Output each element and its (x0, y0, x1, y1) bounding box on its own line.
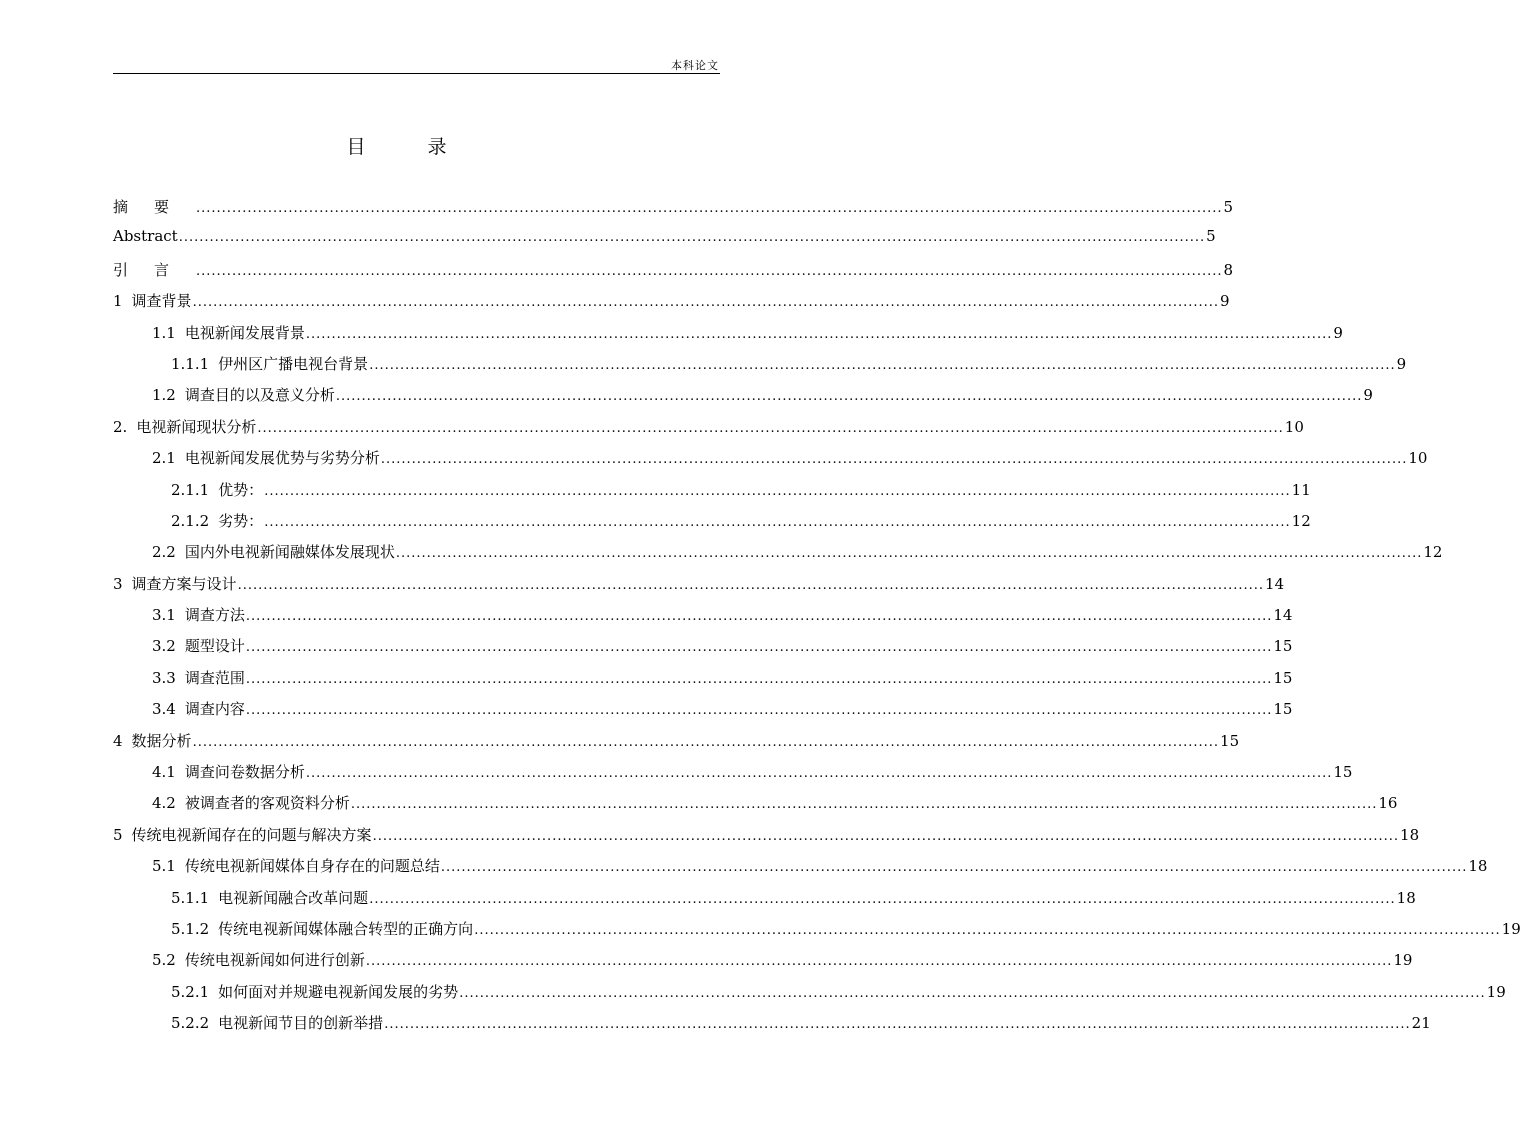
toc-entry-page: 21 (1411, 1014, 1431, 1033)
toc-leader-dots: ........................................................................................................................................................................................................ (380, 452, 1408, 468)
toc-entry[interactable] (113, 761, 1353, 792)
toc-entry-number: 5 (113, 825, 123, 844)
toc-leader-dots: ........................................................................................................................................................................................................ (474, 922, 1501, 938)
toc-entry-label: Abstract (113, 227, 178, 246)
toc-entry-label: 摘要 (113, 198, 196, 216)
toc-entry-number: 5.2.2 (171, 1014, 210, 1033)
toc-leader-dots: ........................................................................................................................................................................................................ (384, 1017, 1411, 1033)
toc-entry-number: 5.1.2 (171, 919, 210, 938)
toc-entry-label: 被调查者的客观资料分析 (184, 794, 350, 813)
toc-entry-number: 5.1 (152, 857, 176, 876)
toc-entry-page: 14 (1265, 574, 1285, 593)
toc-entry-number: 4 (113, 731, 123, 750)
toc-entry-number: 3.2 (152, 637, 176, 656)
toc-entry-number: 5.2.1 (171, 982, 210, 1001)
toc-entry-number: 1 (113, 292, 123, 311)
toc-entry[interactable] (113, 949, 1413, 980)
toc-entry-number: 2.1.2 (171, 511, 210, 530)
toc-entry-number: 3.4 (152, 700, 176, 719)
toc-entry[interactable] (113, 384, 1373, 415)
toc-entry-page: 10 (1408, 449, 1428, 468)
toc-entry[interactable] (113, 1012, 1431, 1043)
page-title: 目 录 (346, 136, 475, 158)
toc-entry-label: 如何面对并规避电视新闻发展的劣势 (218, 982, 459, 1001)
toc-entry-number: 1.2 (152, 386, 176, 405)
toc-entry[interactable] (113, 792, 1398, 823)
toc-leader-dots: ........................................................................................................................................................................................................ (196, 201, 1223, 216)
toc-entry-label: 电视新闻发展优势与劣势分析 (184, 449, 380, 468)
toc-entry-page: 8 (1223, 260, 1234, 279)
toc-entry-label: 传统电视新闻如何进行创新 (184, 951, 365, 970)
toc-leader-dots: ........................................................................................................................................................................................................ (369, 357, 1396, 373)
toc-leader-dots: ........................................................................................................................................................................................................ (196, 263, 1223, 279)
toc-leader-dots: ........................................................................................................................................................................................................ (245, 671, 1273, 687)
toc-entry[interactable] (113, 730, 1240, 761)
toc-entry-number: 3.3 (152, 668, 176, 687)
toc-entry-page: 15 (1220, 731, 1240, 750)
toc-entry-label: 数据分析 (131, 731, 192, 750)
toc-entry-page: 12 (1423, 543, 1443, 562)
toc-entry[interactable] (113, 416, 1304, 447)
toc-leader-dots: ........................................................................................................................................................................................................ (305, 766, 1333, 782)
toc-entry[interactable] (113, 667, 1293, 698)
toc-entry-number: 2.1.1 (171, 480, 210, 499)
toc-entry-page: 9 (1220, 292, 1230, 311)
toc-leader-dots: ........................................................................................................................................................................................................ (192, 734, 1220, 750)
toc-entry-label: 传统电视新闻媒体融合转型的正确方向 (218, 919, 474, 938)
toc-entry-number: 5.1.1 (171, 888, 210, 907)
toc-entry-number: 3.1 (152, 606, 176, 625)
toc-entry-label: 电视新闻融合改革问题 (218, 888, 369, 907)
toc-leader-dots: ........................................................................................................................................................................................................ (335, 389, 1363, 405)
toc-entry[interactable] (113, 573, 1285, 604)
toc-entry-label: 国内外电视新闻融媒体发展现状 (184, 543, 395, 562)
toc-entry-label: 调查范围 (184, 668, 245, 687)
toc-entry-page: 10 (1284, 417, 1304, 436)
toc-entry-page: 19 (1486, 982, 1506, 1001)
toc-leader-dots: ........................................................................................................................................................................................................ (372, 828, 1400, 844)
toc-entry[interactable] (113, 353, 1407, 384)
toc-leader-dots: ........................................................................................................................................................................................................ (369, 891, 1396, 907)
toc-entry-label: 电视新闻节目的创新举措 (218, 1014, 384, 1033)
toc-entry[interactable] (113, 855, 1488, 886)
toc-entry[interactable] (113, 887, 1416, 918)
toc-entry-page: 18 (1468, 857, 1488, 876)
toc-leader-dots: ........................................................................................................................................................................................................ (264, 514, 1291, 530)
toc-entry-page: 9 (1333, 323, 1343, 342)
toc-entry-page: 15 (1273, 668, 1293, 687)
toc-entry-number: 5.2 (152, 951, 176, 970)
toc-entry[interactable] (113, 259, 1234, 290)
toc-entry[interactable] (113, 604, 1293, 635)
toc-leader-dots: ........................................................................................................................................................................................................ (178, 230, 1206, 246)
toc-entry-label: 电视新闻发展背景 (184, 323, 305, 342)
toc-entry[interactable] (113, 196, 1234, 227)
toc-entry-page: 9 (1363, 386, 1373, 405)
toc-entry-page: 9 (1396, 354, 1407, 373)
toc-entry-label: 传统电视新闻媒体自身存在的问题总结 (184, 857, 440, 876)
toc-entry-page: 16 (1378, 794, 1398, 813)
toc-entry-label: 劣势： (218, 511, 264, 530)
toc-entry-page: 19 (1501, 919, 1521, 938)
header-rule (113, 73, 720, 74)
toc-entry[interactable] (113, 824, 1420, 855)
toc-entry[interactable] (113, 322, 1343, 353)
toc-leader-dots: ........................................................................................................................................................................................................ (237, 577, 1265, 593)
toc-entry-page: 15 (1273, 700, 1293, 719)
toc-leader-dots: ........................................................................................................................................................................................................ (245, 609, 1273, 625)
toc-entry-label: 引言 (113, 260, 196, 279)
toc-entry-page: 14 (1273, 606, 1293, 625)
toc-entry[interactable] (113, 918, 1521, 949)
toc-leader-dots: ........................................................................................................................................................................................................ (245, 640, 1273, 656)
toc-entry[interactable] (113, 981, 1506, 1012)
toc-entry[interactable] (113, 479, 1311, 510)
toc-leader-dots: ........................................................................................................................................................................................................ (264, 483, 1291, 499)
toc-leader-dots: ........................................................................................................................................................................................................ (395, 546, 1423, 562)
toc-entry-page: 12 (1291, 511, 1311, 530)
toc-entry[interactable] (113, 510, 1311, 541)
toc-entry-label: 传统电视新闻存在的问题与解决方案 (131, 825, 372, 844)
toc-entry-label: 调查方法 (184, 606, 245, 625)
toc-entry-label: 调查问卷数据分析 (184, 763, 305, 782)
toc-entry-label: 调查目的以及意义分析 (184, 386, 335, 405)
toc-entry-label: 电视新闻现状分析 (136, 417, 257, 436)
toc-entry-label: 伊州区广播电视台背景 (218, 354, 369, 373)
header-label: 本科论文 (671, 59, 719, 72)
toc-entry-label: 调查方案与设计 (131, 574, 237, 593)
toc-entry-number: 3 (113, 574, 123, 593)
toc-entry[interactable] (113, 227, 1216, 258)
toc-leader-dots: ........................................................................................................................................................................................................ (245, 703, 1273, 719)
toc-entry[interactable] (113, 447, 1428, 478)
toc-entry-page: 19 (1393, 951, 1413, 970)
toc-leader-dots: ........................................................................................................................................................................................................ (257, 420, 1284, 436)
toc-leader-dots: ........................................................................................................................................................................................................ (365, 954, 1393, 970)
toc-entry-page: 18 (1400, 825, 1420, 844)
toc-entry-label: 调查内容 (184, 700, 245, 719)
toc-entry-label: 调查背景 (131, 292, 192, 311)
toc-leader-dots: ........................................................................................................................................................................................................ (440, 860, 1468, 876)
toc-entry-label: 优势： (218, 480, 264, 499)
toc-entry-number: 2. (113, 417, 128, 436)
toc-entry-number: 2.1 (152, 449, 176, 468)
toc-entry-number: 4.2 (152, 794, 176, 813)
toc-leader-dots: ........................................................................................................................................................................................................ (350, 797, 1378, 813)
toc-entry-page: 18 (1396, 888, 1416, 907)
toc-entry-page: 15 (1333, 763, 1353, 782)
toc-entry-number: 1.1 (152, 323, 176, 342)
toc-entry-number: 1.1.1 (171, 354, 210, 373)
toc-entry[interactable] (113, 635, 1293, 666)
toc-entry-page: 5 (1223, 198, 1234, 216)
table-of-contents (113, 196, 1521, 1044)
toc-entry-label: 题型设计 (184, 637, 245, 656)
toc-leader-dots: ........................................................................................................................................................................................................ (192, 295, 1220, 311)
toc-entry-page: 15 (1273, 637, 1293, 656)
toc-entry[interactable] (113, 290, 1230, 321)
toc-entry-number: 2.2 (152, 543, 176, 562)
toc-entry-page: 11 (1291, 480, 1311, 499)
toc-leader-dots: ........................................................................................................................................................................................................ (459, 985, 1486, 1001)
toc-entry-number: 4.1 (152, 763, 176, 782)
toc-entry[interactable] (113, 698, 1293, 729)
toc-entry[interactable] (113, 541, 1443, 572)
toc-entry-page: 5 (1206, 227, 1216, 246)
toc-leader-dots: ........................................................................................................................................................................................................ (305, 326, 1333, 342)
